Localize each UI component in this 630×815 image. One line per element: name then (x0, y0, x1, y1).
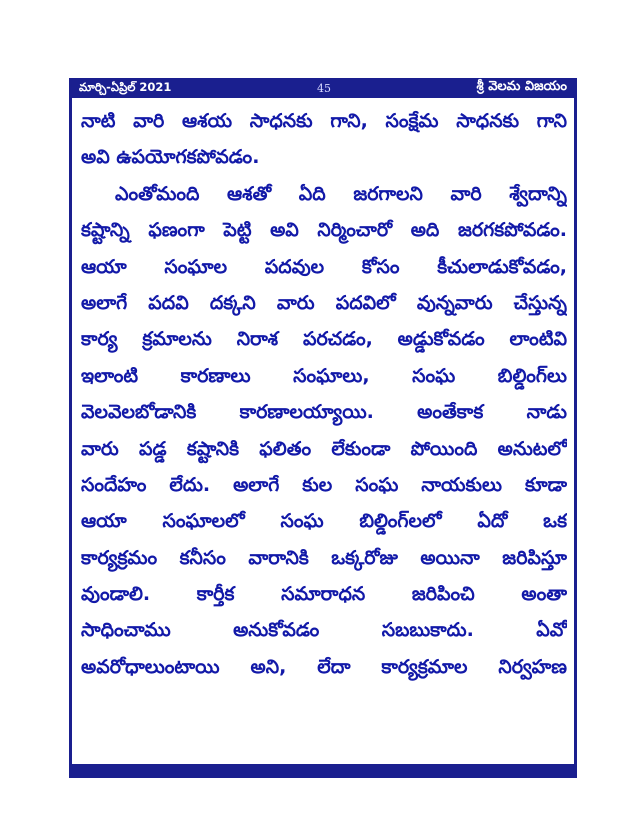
text-line: సాధించాము అనుకోవడం సబబుకాదు. ఏవో (81, 619, 567, 642)
page-number: 45 (316, 81, 331, 95)
text-line: ఆయా సంఘాల పదవుల కోసం కీచులాడుకోవడం, (81, 255, 567, 278)
text-line: అవి ఉపయోగకపోవడం. (81, 146, 260, 169)
text-line: ఇలాంటి కారణాలు సంఘాలు, సంఘ బిల్డింగ్‌లు (81, 364, 567, 387)
text-line: కార్య క్రమాలను నిరాశ పరచడం, అడ్డుకోవడం లాంటివి (81, 328, 567, 351)
article-body (81, 103, 567, 685)
text-line: వెలవెలబోడానికి కారణాలయ్యాయి. అంతేకాక నాడు (81, 401, 567, 424)
page-header (69, 78, 577, 98)
text-line: కార్యక్రమం కనీసం వారానికి ఒక్కరోజు అయినా జరిపిస్తూ (81, 546, 567, 569)
text-line: ఎంతోమంది ఆశతో ఏది జరగాలని వారి శ్వేదాన్ని (115, 182, 567, 205)
text-line: వుండాలి. కార్తీక సమారాధన జరిపించి అంతా (81, 583, 567, 606)
text-line: కష్టాన్ని ఫణంగా పెట్టి అవి నిర్మించారో అది జరగకపోవడం. (81, 219, 567, 242)
text-line: నాటి వారి ఆశయ సాధనకు గాని, సంక్షేమ సాధనకు గాని (81, 110, 567, 132)
page-footer-bar (69, 764, 577, 778)
issue-date: మార్చి-ఏప్రిల్ 2021 (79, 79, 172, 94)
text-line: సందేహం లేదు. అలాగే కుల సంఘ నాయకులు కూడా (81, 473, 567, 496)
text-line: ఆయా సంఘాలలో సంఘ బిల్డింగ్‌లలో ఏదో ఒక (81, 510, 567, 533)
text-line: అవరోధాలుంటాయి అని, లేదా కార్యక్రమాల నిర్వహణ (81, 655, 567, 678)
text-line: అలాగే పదవి దక్కని వారు పదవిలో వున్నవారు చేస్తున్న (81, 291, 567, 314)
magazine-name: శ్రీ వెలమ విజయం (476, 79, 567, 94)
text-line: వారు పడ్డ కష్టానికి ఫలితం లేకుండా పోయింది అనుటలో (81, 437, 567, 460)
